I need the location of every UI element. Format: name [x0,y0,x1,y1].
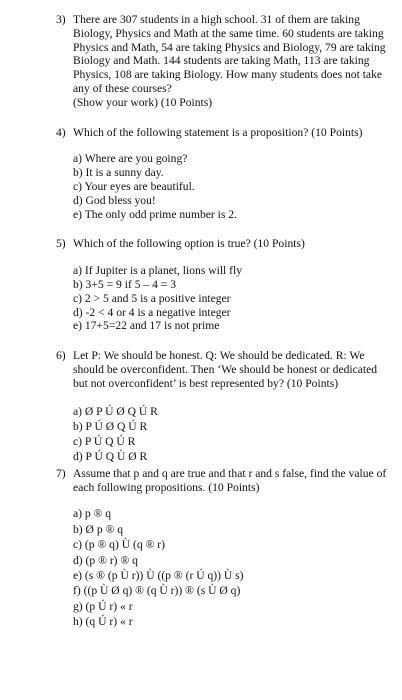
option: c) Your eyes are beautiful. [73,179,195,193]
option-list [73,264,388,333]
question-text: Which of the following option is true? (10 Points) [73,237,305,251]
option: a) p ® q [73,507,112,521]
question-text: Which of the following statement is a proposition? (10 Points) [73,125,363,139]
question-number: 4) [56,125,66,139]
option: f) ((p Ù Ø q) ® (q Ù r)) ® (s Ù Ø q) [73,584,241,598]
option: d) P Ú Q Ù Ø R [73,450,148,464]
option: b) 3+5 = 9 if 5 – 4 = 3 [73,277,177,291]
question-3 [56,13,388,110]
option: c) P Ú Q Ú R [73,435,136,449]
option: d) God bless you! [73,193,156,207]
question-text: Assume that p and q are true and that r and s false, find the value of each following propositions. (10 Points) [73,466,387,494]
option: g) (p Ú r) « r [73,599,133,613]
option: a) If Jupiter is a planet, lions will fly [73,264,243,278]
option: h) (q Ú r) « r [73,615,133,629]
option: a) Ø P Ú Ø Q Ú R [73,404,158,418]
question-text: There are 307 students in a high school. 31 of them are taking Biology, Physics and Math at the same time. 60 students are taking Physics and Math, 54 are taking Physics and Biology, 79 are taking Biology and Math. 144 students are taking Math, 113 are taking Physics, 108 are taking Biology. How many students does not take any of these courses? [73,13,386,95]
option: d) (p ® r) ® q [73,553,138,567]
option: b) It is a sunny day. [73,166,164,180]
question-7 [56,467,388,630]
option: e) 17+5=22 and 17 is not prime [73,319,220,333]
option-list [73,506,388,629]
question-5 [56,237,388,333]
option: d) -2 < 4 or 4 is a negative integer [73,305,231,319]
question-4 [56,126,388,222]
question-number: 3) [56,13,66,26]
option: c) 2 > 5 and 5 is a positive integer [73,291,231,305]
option-list [73,404,388,465]
option: e) (s ® (p Ù r)) Ù ((p ® (r Ú q)) Ù s) [73,568,244,582]
option-list [73,152,388,221]
question-6 [56,349,388,465]
option: c) (p ® q) Ù (q ® r) [73,538,165,552]
question-number: 5) [56,237,66,251]
question-text: Let P: We should be honest. Q: We should be dedicated. R: We should be overconfident. Then ‘We should be honest or dedicated but not overconfident’ is best represented by? (10 Points) [73,349,378,390]
option: b) P Ú Ø Q Ú R [73,419,148,433]
question-number: 7) [56,466,66,480]
question-note: (Show your work) (10 Points) [73,95,213,109]
option: a) Where are you going? [73,152,188,166]
question-number: 6) [56,349,66,363]
option: b) Ø p ® q [73,522,124,536]
option: e) The only odd prime number is 2. [73,207,237,221]
